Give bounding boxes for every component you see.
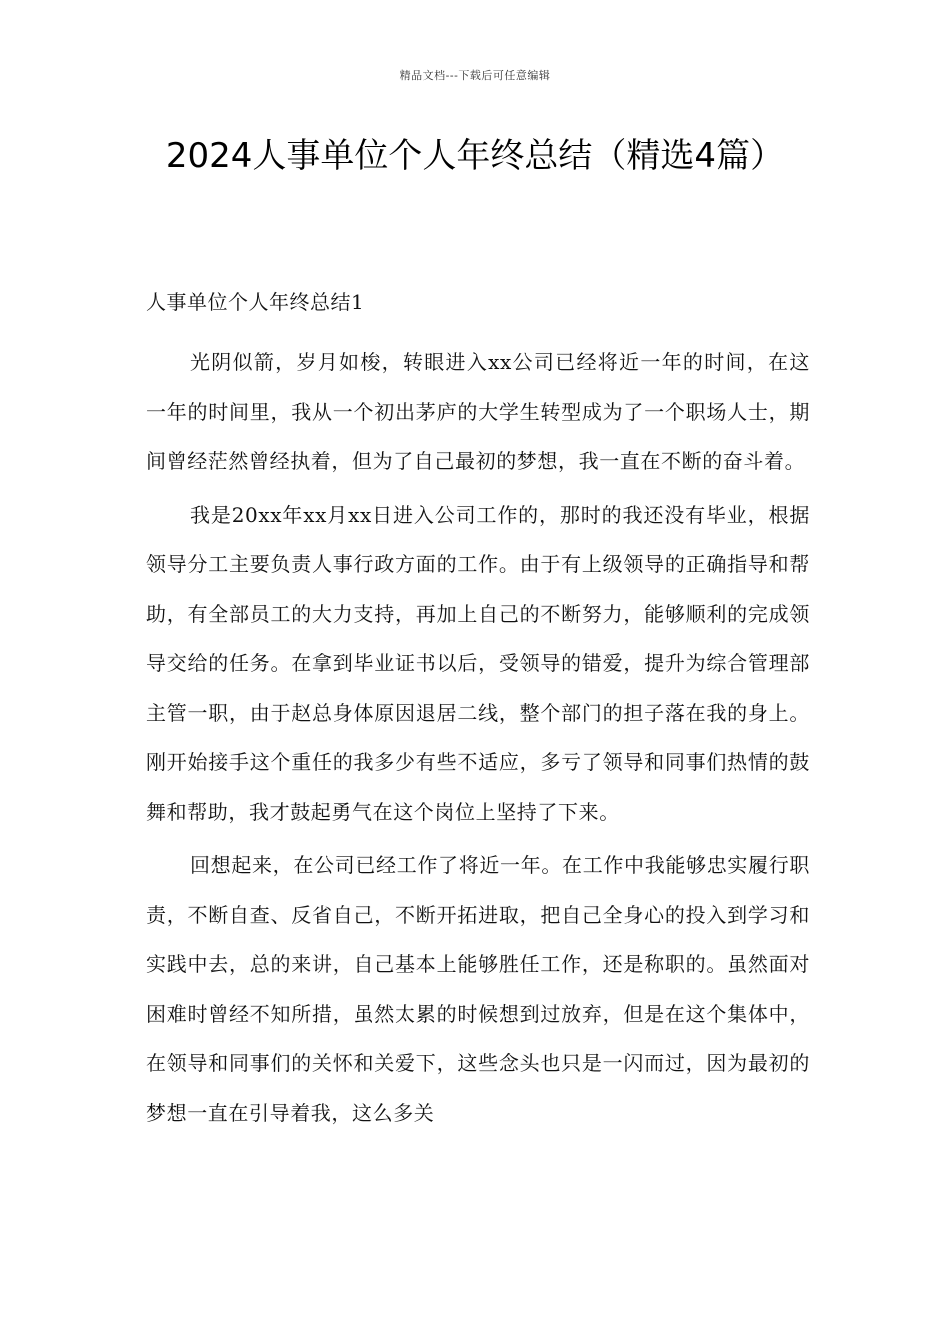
paragraph-2: 我是20xx年xx月xx日进入公司工作的，那时的我还没有毕业，根据领导分工主要负责人事行政方面的工作。由于有上级领导的正确指导和帮助，有全部员工的大力支持，再加上自己的不断努力，能够顺利的完成领导交给的任务。在拿到毕业证书以后，受领导的错爱，提升为综合管理部主管一职，由于赵总身体原因退居二线，整个部门的担子落在我的身上。刚开始接手这个重任的我多少有些不适应，多亏了领导和同事们热情的鼓舞和帮助，我才鼓起勇气在这个岗位上坚持了下来。 bbox=[146, 502, 810, 824]
section-title: 人事单位个人年终总结1 bbox=[146, 290, 365, 314]
document-title: 2024人事单位个人年终总结（精选4篇） bbox=[165, 136, 785, 176]
page-header: 精品文档---下载后可任意编辑 bbox=[399, 69, 551, 82]
paragraph-1: 光阴似箭，岁月如梭，转眼进入xx公司已经将近一年的时间，在这一年的时间里，我从一个初出茅庐的大学生转型成为了一个职场人士，期间曾经茫然曾经执着，但为了自己最初的梦想，我一直在不断的奋斗着。 bbox=[146, 350, 810, 473]
document-body bbox=[146, 288, 810, 1138]
paragraph-3: 回想起来，在公司已经工作了将近一年。在工作中我能够忠实履行职责，不断自查、反省自己，不断开拓进取，把自己全身心的投入到学习和实践中去，总的来讲，自己基本上能够胜任工作，还是称职的。虽然面对困难时曾经不知所措，虽然太累的时候想到过放弃，但是在这个集体中，在领导和同事们的关怀和关爱下，这些念头也只是一闪而过，因为最初的梦想一直在引导着我，这么多关 bbox=[146, 853, 810, 1125]
